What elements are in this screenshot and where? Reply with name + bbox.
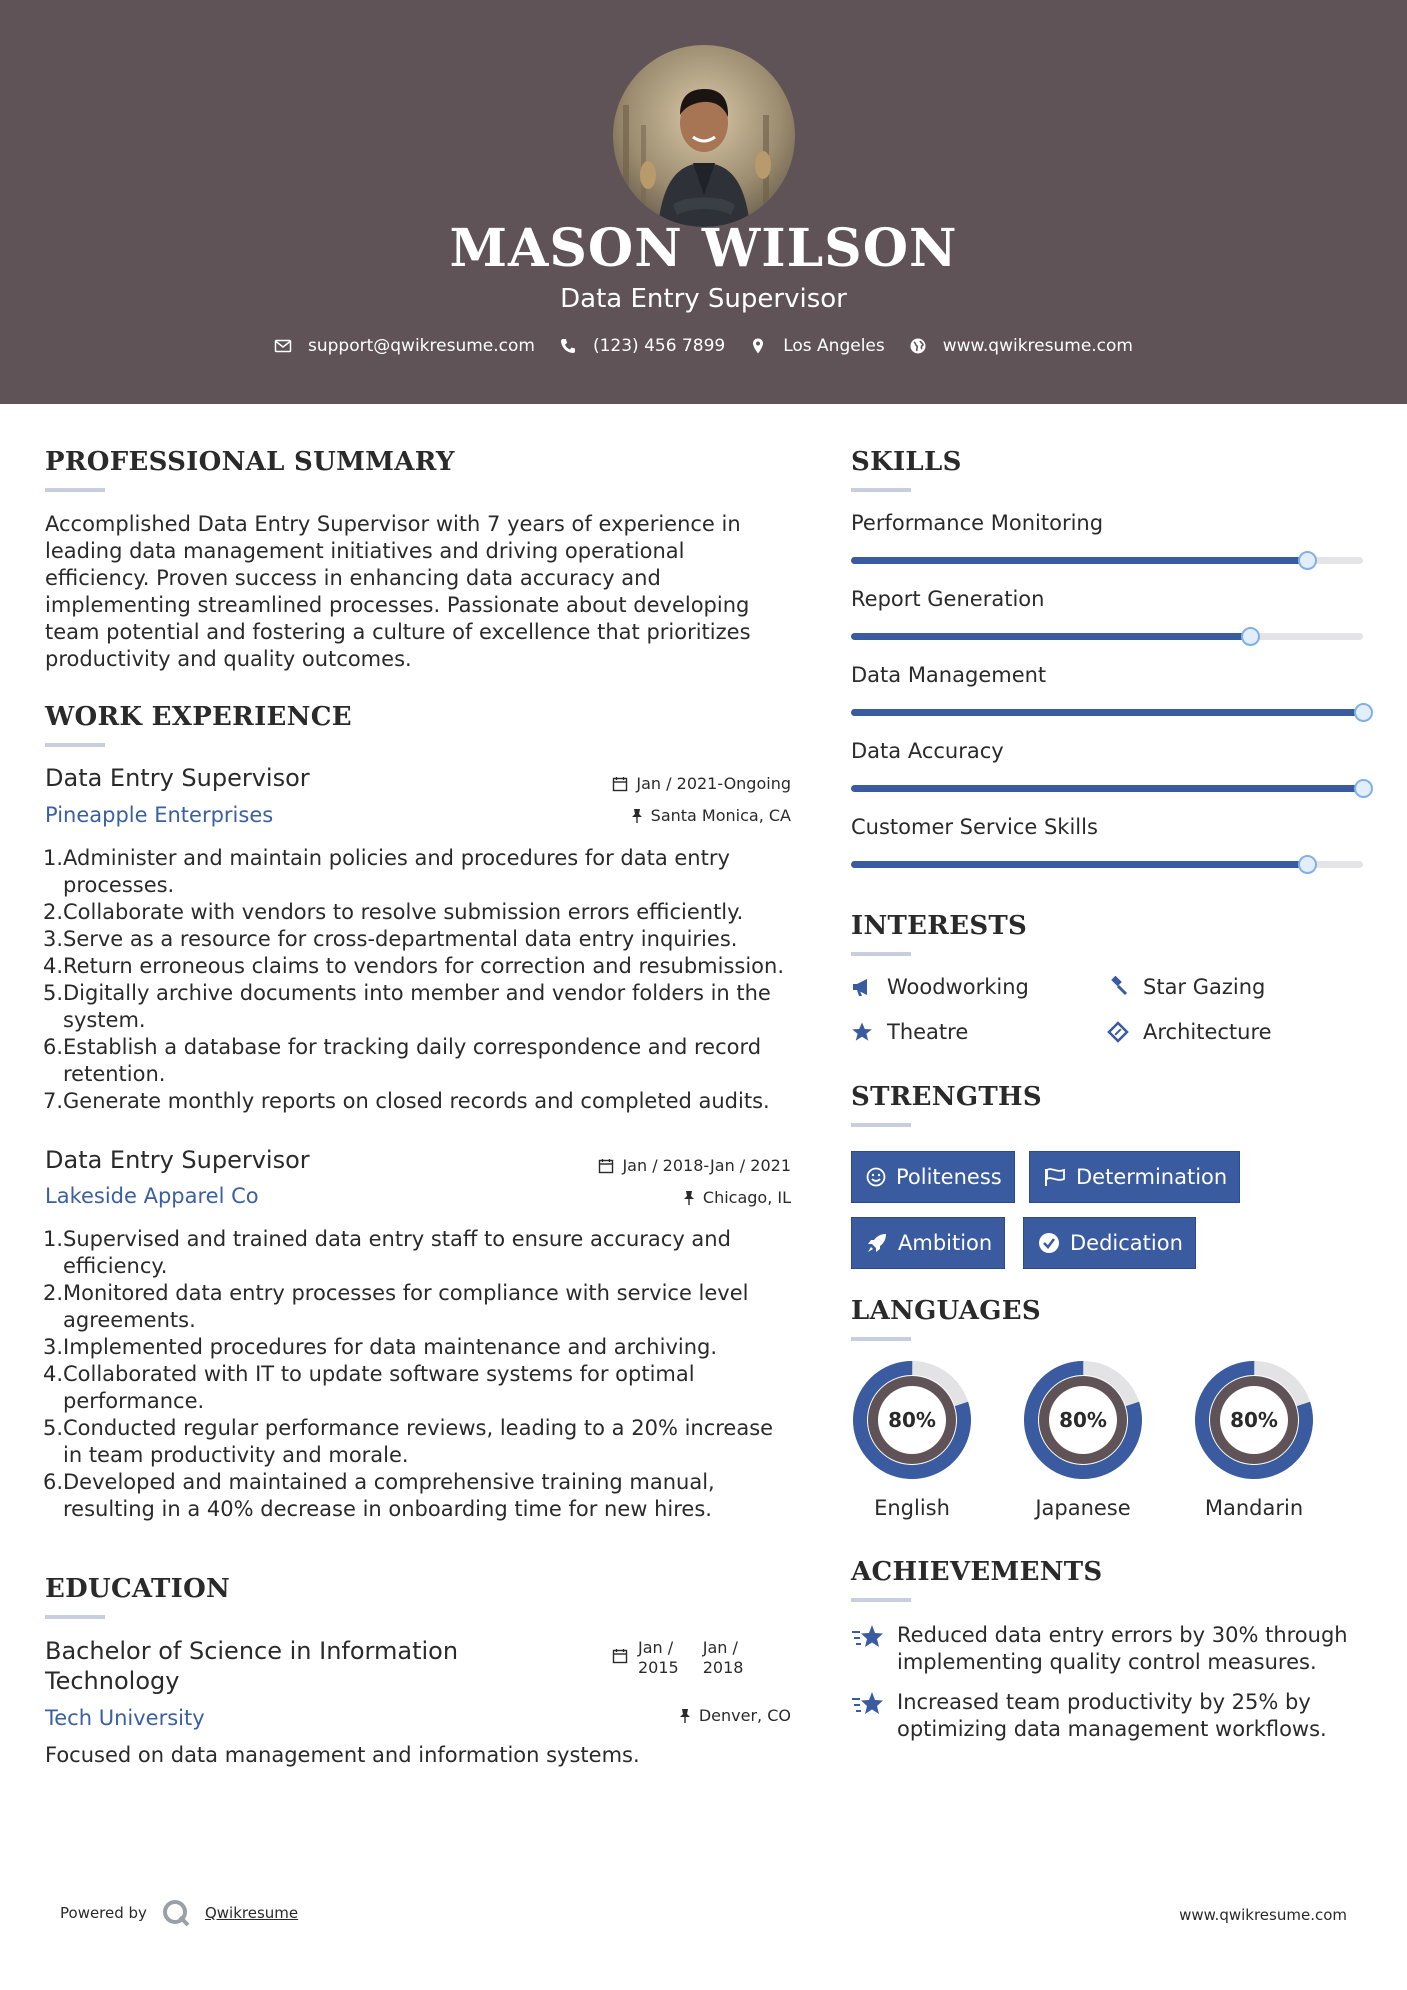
languages-underline — [851, 1337, 911, 1341]
calendar-icon — [612, 776, 628, 792]
summary-heading: PROFESSIONAL SUMMARY — [45, 447, 455, 477]
powered-by-text: Powered by — [60, 1904, 147, 1922]
achievement-line: optimizing data management workflows. — [897, 1717, 1327, 1741]
email-text: support@qwikresume.com — [308, 336, 535, 356]
smile-icon — [866, 1167, 886, 1187]
envelope-icon — [274, 337, 292, 355]
language-name: Mandarin — [1204, 1496, 1304, 1520]
website-text: www.qwikresume.com — [942, 336, 1133, 356]
strength-badge — [1023, 1217, 1196, 1269]
work-underline — [45, 743, 105, 747]
map-pin-icon — [749, 337, 767, 355]
achievement-line: Reduced data entry errors by 30% through — [897, 1623, 1348, 1647]
strength-label: Politeness — [896, 1165, 1002, 1189]
list-item: Conducted regular performance reviews, leading to a 20% increase in team productivity and morale. — [63, 1416, 774, 1467]
gavel-icon — [1107, 976, 1129, 998]
end-date-year: 2018 — [702, 1658, 744, 1677]
interest-label: Architecture — [1143, 1020, 1272, 1044]
achievement-item — [851, 1689, 1371, 1743]
candidate-name: MASON WILSON — [449, 218, 958, 279]
skill-bar — [851, 709, 1363, 716]
education-heading: EDUCATION — [45, 1574, 231, 1604]
company-name: Lakeside Apparel Co — [45, 1184, 259, 1208]
summary-line: leading data management initiatives and driving operational — [45, 539, 685, 563]
contact-website[interactable] — [909, 336, 1133, 356]
degree-title — [45, 1636, 458, 1696]
skill-bar-fill — [851, 557, 1307, 564]
list-item: Collaborate with vendors to resolve submission errors efficiently. — [63, 900, 744, 924]
strength-badge — [1029, 1151, 1240, 1203]
duties-list — [45, 845, 795, 1115]
list-item: Serve as a resource for cross-departmental data entry inquiries. — [63, 927, 738, 951]
summary-line: team potential and fostering a culture of excellence that prioritizes — [45, 620, 751, 644]
strength-badge — [851, 1151, 1015, 1203]
list-item: Establish a database for tracking daily correspondence and record retention. — [63, 1035, 762, 1086]
skill-bar — [851, 785, 1363, 792]
education-dates — [612, 1638, 743, 1678]
summary-underline — [45, 488, 105, 492]
achievements-heading: ACHIEVEMENTS — [851, 1557, 1103, 1587]
profile-photo — [613, 45, 795, 227]
list-item: Digitally archive documents into member and vendor folders in the system. — [63, 981, 771, 1032]
list-item: Monitored data entry processes for compliance with service level agreements. — [63, 1281, 749, 1332]
star-icon — [851, 1689, 885, 1719]
skill-label: Customer Service Skills — [851, 815, 1098, 839]
interest-item — [1107, 1020, 1272, 1044]
company-name: Pineapple Enterprises — [45, 803, 274, 827]
list-item: Collaborated with IT to update software systems for optimal performance. — [63, 1362, 695, 1413]
qwikresume-logo-icon — [161, 1898, 191, 1928]
end-date — [703, 1638, 744, 1678]
strength-label: Ambition — [898, 1231, 993, 1255]
skill-level-handle — [1354, 779, 1373, 798]
interest-item — [851, 975, 1029, 999]
interest-label: Theatre — [887, 1020, 969, 1044]
contact-email[interactable] — [274, 336, 535, 356]
achievement-item — [851, 1622, 1371, 1676]
list-item: Return erroneous claims to vendors for correction and resubmission. — [63, 954, 785, 978]
brand-link[interactable]: Qwikresume — [204, 1904, 299, 1922]
achievement-text — [897, 1689, 1327, 1743]
skill-bar-fill — [851, 709, 1363, 716]
language-proficiency-ring — [850, 1358, 974, 1482]
skills-heading: SKILLS — [851, 447, 962, 477]
star-icon — [851, 1021, 873, 1043]
job-dates-text: Jan / 2018-Jan / 2021 — [622, 1156, 791, 1175]
end-date-month: Jan / — [702, 1638, 738, 1657]
language-name: English — [874, 1496, 950, 1520]
skill-level-handle — [1354, 703, 1373, 722]
skill-level-handle — [1298, 855, 1317, 874]
summary-line: implementing streamlined processes. Passionate about developing — [45, 593, 750, 617]
interest-label: Woodworking — [887, 975, 1029, 999]
contact-phone[interactable] — [559, 336, 725, 356]
job-title: Data Entry Supervisor — [45, 1146, 310, 1174]
achievement-text — [897, 1622, 1348, 1676]
strengths-heading: STRENGTHS — [851, 1082, 1042, 1112]
job-dates — [540, 774, 791, 793]
location-text: Los Angeles — [783, 336, 885, 356]
summary-text — [45, 511, 795, 673]
job-location-text: Santa Monica, CA — [650, 806, 791, 825]
work-heading: WORK EXPERIENCE — [45, 702, 352, 732]
job-location-text: Chicago, IL — [702, 1188, 791, 1207]
list-item: Implemented procedures for data maintenance and archiving. — [63, 1335, 718, 1359]
language-percent: 80% — [888, 1408, 936, 1432]
job-title: Data Entry Supervisor — [45, 764, 310, 792]
star-icon — [851, 1622, 885, 1652]
achievement-line: implementing quality control measures. — [897, 1650, 1317, 1674]
skill-level-handle — [1298, 551, 1317, 570]
job-dates — [540, 1156, 791, 1175]
skill-label: Data Accuracy — [851, 739, 1004, 763]
start-date-month: Jan / — [638, 1638, 674, 1657]
degree-line: Technology — [45, 1667, 180, 1695]
pushpin-icon — [683, 1190, 695, 1206]
language-proficiency-ring — [1021, 1358, 1145, 1482]
footer-powered-by — [60, 1898, 298, 1928]
resume-header — [0, 0, 1407, 404]
school-name: Tech University — [45, 1706, 205, 1730]
interests-underline — [851, 952, 911, 956]
degree-line: Bachelor of Science in Information — [45, 1637, 459, 1665]
skill-label: Data Management — [851, 663, 1047, 687]
skill-bar — [851, 633, 1363, 640]
list-item: Administer and maintain policies and procedures for data entry processes. — [63, 846, 730, 897]
achievement-line: Increased team productivity by 25% by — [897, 1690, 1311, 1714]
strength-label: Determination — [1076, 1165, 1228, 1189]
skill-bar — [851, 861, 1363, 868]
pushpin-icon — [679, 1708, 691, 1724]
skill-bar-fill — [851, 633, 1250, 640]
language-proficiency-ring — [1192, 1358, 1316, 1482]
job-location — [540, 1188, 791, 1207]
summary-line: Accomplished Data Entry Supervisor with 7 years of experience in — [45, 512, 741, 536]
strengths-underline — [851, 1123, 911, 1127]
list-item: Developed and maintained a comprehensive training manual, resulting in a 40% decrease in onboarding time for new hires. — [63, 1470, 715, 1521]
language-percent: 80% — [1059, 1408, 1107, 1432]
rocket-icon — [866, 1232, 888, 1254]
candidate-title: Data Entry Supervisor — [560, 284, 847, 314]
strength-label: Dedication — [1070, 1231, 1183, 1255]
megaphone-icon — [851, 976, 873, 998]
start-date — [638, 1638, 679, 1678]
skills-underline — [851, 488, 911, 492]
phone-text: (123) 456 7899 — [592, 336, 726, 356]
language-name: Japanese — [1035, 1496, 1131, 1520]
summary-line: productivity and quality outcomes. — [45, 647, 412, 671]
education-underline — [45, 1615, 105, 1619]
list-item: Generate monthly reports on closed records and completed audits. — [63, 1089, 770, 1113]
phone-icon — [559, 337, 577, 355]
calendar-icon — [612, 1648, 628, 1664]
interest-item — [851, 1020, 968, 1044]
skill-bar-fill — [851, 785, 1363, 792]
check-circle-icon — [1038, 1232, 1060, 1254]
education-description: Focused on data management and information systems. — [45, 1743, 640, 1767]
flag-icon — [1044, 1167, 1066, 1187]
interest-label: Star Gazing — [1143, 975, 1266, 999]
duties-list — [45, 1226, 795, 1523]
calendar-icon — [598, 1158, 614, 1174]
education-location-text: Denver, CO — [698, 1706, 791, 1725]
interests-heading: INTERESTS — [851, 911, 1028, 941]
achievements-underline — [851, 1598, 911, 1602]
start-date-year: 2015 — [638, 1658, 679, 1677]
education-location — [540, 1706, 791, 1725]
list-item: Supervised and trained data entry staff to ensure accuracy and efficiency. — [63, 1227, 731, 1278]
pushpin-icon — [631, 808, 643, 824]
languages-heading: LANGUAGES — [851, 1296, 1041, 1326]
job-location — [540, 806, 791, 825]
skill-label: Performance Monitoring — [851, 511, 1104, 535]
contact-bar — [0, 336, 1407, 356]
globe-icon — [909, 337, 927, 355]
tag-icon — [1107, 1021, 1129, 1043]
contact-location — [749, 336, 885, 356]
skill-level-handle — [1241, 627, 1260, 646]
language-percent: 80% — [1230, 1408, 1278, 1432]
summary-line: efficiency. Proven success in enhancing data accuracy and — [45, 566, 661, 590]
interest-item — [1107, 975, 1265, 999]
skill-label: Report Generation — [851, 587, 1045, 611]
skill-bar — [851, 557, 1363, 564]
footer-url[interactable]: www.qwikresume.com — [1179, 1906, 1347, 1924]
skill-bar-fill — [851, 861, 1307, 868]
job-dates-text: Jan / 2021-Ongoing — [636, 774, 791, 793]
strength-badge — [851, 1217, 1005, 1269]
